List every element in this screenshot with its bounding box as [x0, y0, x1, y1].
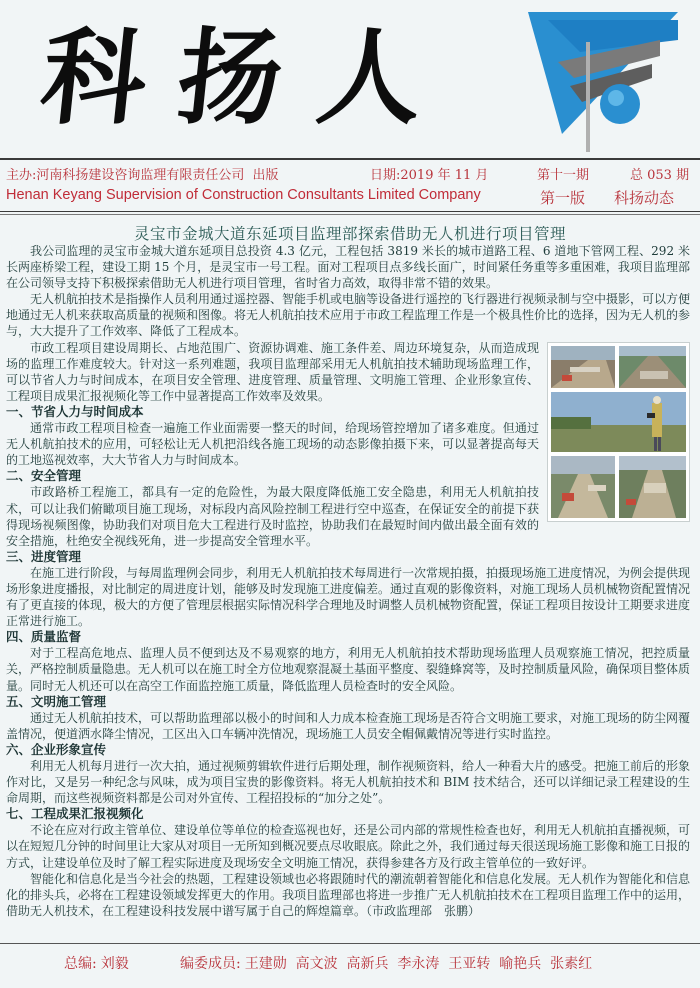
column-name: 科扬动态 — [614, 189, 675, 207]
english-company-name: Henan Keyang Supervision of Construction Consultants Limited Company — [6, 187, 481, 203]
date-value: 2019 年 11 月 — [400, 168, 489, 183]
paragraph: 市政路桥工程施工，都具有一定的危险性，为最大限度降低施工安全隐患，利用无人机航拍技术，可以让我们俯瞰项目施工现场，对标段内高风险控制工程进行空中巡查，在保证安全的前提下获得现场视频图像，协助我们对项目危大工程进行及时监控，协助我们在最短时间内做出最全面有效的安全措施，杜绝安全视线死角，进一步提高安全管理水平。 — [6, 485, 539, 548]
paragraph: 无人机航拍技术是指操作人员利用通过遥控器、智能手机或电脑等设备进行遥控的飞行器进行视频录制与空中摄影，可以方便地通过无人机来获取高质量的视频和图像。将无人机航拍技术应用于市政工程监理工作是一个极具性价比的选择，因为无人机的参与，大大提升了工作效率、降低了工程成本。 — [6, 292, 691, 339]
photo-collage — [547, 342, 690, 522]
paragraph: 不论在应对行政主管单位、建设单位等单位的检查巡视也好，还是公司内部的常规性检查也好，利用无人机航拍直播视频，可以在短短几分钟的时间里让大家从对项目一无所知到概况要点尽收眼底。除此之外，我们通过每天很送现场施工影像和施工日报的方式，让建设单位及时了解工程实际进度及现场安全文明施工情况，获得参建各方及行政主管单位的一致好评。 — [6, 823, 691, 870]
paragraph: 对于工程高危地点、监理人员不便到达及不易观察的地方，利用无人机航拍技术帮助现场监理人员观察施工情况，把控质量关，严格控制质量隐患。无人机可以在施工时全方位地观察混凝土基面平整度、裂缝蜂窝等，及时控制质量风险，确保项目整体质量。同时无人机还可以在高空工作面监控施工质量，降低监理人员检查时的安全风险。 — [6, 646, 691, 693]
masthead-char: 科 — [35, 16, 151, 139]
masthead-char: 扬 — [171, 16, 287, 139]
issue-number: 第十一期 — [537, 168, 590, 183]
publish-label: 出版 — [252, 168, 279, 183]
edition-label: 第一版 — [540, 189, 586, 207]
paragraph: 通常市政工程项目检查一遍施工作业面需要一整天的时间，给现场管控增加了诸多难度。但通过无人机航拍技术的应用，可轻松让无人机把沿线各施工现场的动态影像拍摄下来，可以显著提高每天的工地巡视效率，大大节省人力与时间成本。 — [6, 421, 539, 468]
paragraph: 在施工进行阶段，与每周监理例会同步，利用无人机航拍技术每周进行一次常规拍摄，拍摄现场施工进度情况，为例会提供现场形象进度播报，对比制定的周进度计划，能够及时发现施工进度偏差。通过直观的影像资料，对施工现场人员机械物资配置情况有了更直接的体现，极大的方便了管理层根据实际情况科学合理地及时调整人员机械物资配置，保证工程项目按设计工期要求进度正常进行施工。 — [6, 565, 691, 629]
board-label: 编委成员: — [180, 956, 241, 972]
total-issue: 总 053 期 — [630, 168, 690, 183]
section-heading: 三、进度管理 — [6, 548, 82, 564]
closing-paragraph: 智能化和信息化是当今社会的热题，工程建设领域也必将跟随时代的潮流朝着智能化和信息化发展。无人机作为智能化和信息化的排头兵，必将在工程建设领域发挥更大的作用。我项目监理部也将进一步推广无人机航拍技术在工程项目监理工作中的运用，借助无人机技术，在工程建设科技发展中谱写属于自己的辉煌篇章。（市政监理部 张鹏） — [6, 871, 691, 918]
paragraph: 通过无人机航拍技术，可以帮助监理部以极小的时间和人力成本检查施工现场是否符合文明施工要求，对施工现场的防尘网覆盖情况，便道洒水降尘情况，工区出入口车辆冲洗情况，现场施工人员安全帽佩戴情况等进行实时监控。 — [6, 710, 691, 741]
section-heading: 四、质量监督 — [6, 629, 82, 645]
paragraph: 利用无人机每月进行一次大拍，通过视频剪辑软件进行后期处理，制作视频资料，给人一种看大片的感受。把施工前后的形象作对比，又是另一种纪念与风味，成为项目宝贵的影像资料。将无人机航拍技术和 BIM 技术结合，还可以详细记录工程建设的生命周期，而这些视频资料都是公司对外宣传、工程招投标的“加分之处”。 — [6, 759, 691, 806]
masthead-char: 人 — [311, 16, 427, 139]
chief-editor — [64, 953, 129, 973]
board-members: 王建勋 高文波 高新兵 李永涛 王亚转 喻艳兵 张素红 — [244, 956, 593, 972]
header-rule — [0, 214, 700, 215]
keyang-logo-icon — [528, 12, 678, 152]
header-rule — [0, 211, 700, 212]
sponsor-line — [6, 164, 279, 183]
sponsor-name: 河南科扬建设咨询监理有限责任公司 — [36, 168, 245, 183]
masthead — [0, 0, 700, 155]
paragraph: 我公司监理的灵宝市金城大道东延项目总投资 4.3 亿元，工程包括 3819 米长的城市道路工程、6 道地下管网工程、292 米长两座桥梁工程，建设工期 15 个月，是灵宝市一号工程。面对工程项目点多线长面广，时间紧任务重等多重困难，我项目监理部在公司领导支持下积极探索借助无人机进行项目管理，省时省力高效，取得非常不错的效果。 — [6, 244, 690, 291]
editorial-board — [180, 953, 592, 973]
top-rule — [0, 158, 700, 160]
section-heading: 二、安全管理 — [6, 468, 82, 484]
date-line — [370, 164, 488, 183]
sponsor-label: 主办: — [6, 168, 37, 183]
chief-editor-name: 刘毅 — [100, 956, 129, 972]
article-title: 灵宝市金城大道东延项目监理部探索借助无人机进行项目管理 — [133, 225, 566, 243]
date-label: 日期: — [370, 168, 401, 183]
article-body — [6, 243, 690, 919]
drone-aerial-photos-image — [548, 343, 689, 521]
footer-rule — [0, 943, 700, 944]
section-heading: 一、节省人力与时间成本 — [6, 403, 144, 419]
paragraph: 市政工程项目建设周期长、占地范围广、资源协调难、施工条件差、周边环境复杂，从而造成现场的监理工作难度较大。针对这一系列难题，我项目监理部采用无人机航拍技术辅助现场监理工作，可以节省人力与时间成本，在项目安全管理、进度管理、质量管理、文明施工管理、企业形象宣传、工程项目成果汇报视频化等工作中显著提高工作效率及效果。 — [6, 340, 539, 403]
section-heading: 六、企业形象宣传 — [6, 741, 107, 757]
section-heading: 七、工程成果汇报视频化 — [6, 806, 144, 822]
chief-editor-label: 总编: — [64, 956, 97, 972]
section-heading: 五、文明施工管理 — [6, 693, 107, 709]
